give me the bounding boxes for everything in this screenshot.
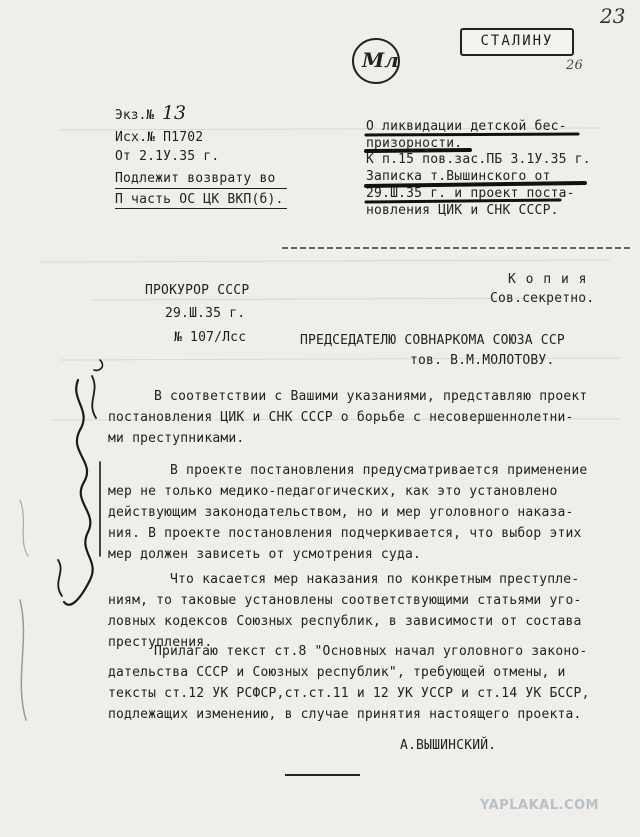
body-line: В проекте постановления предусматривается применение bbox=[170, 463, 588, 478]
body-line: Что касается мер наказания по конкретным преступле- bbox=[170, 572, 580, 587]
subject-line-3: К п.15 пов.зас.ПБ 3.1У.35 г. bbox=[366, 152, 591, 167]
body-line: мер должен зависеть от усмотрения суда. bbox=[108, 547, 422, 562]
subject-line-5: 29.Ш.35 г. и проект поста- bbox=[366, 186, 575, 201]
return-note-line-2: П часть ОС ЦК ВКП(б). bbox=[115, 192, 284, 207]
body-line: дательства СССР и Союзных республик", требующей отмены, и bbox=[108, 665, 566, 680]
subject-line-4: Записка т.Вышинского от bbox=[366, 169, 551, 184]
secret-mark: Сов.секретно. bbox=[490, 291, 595, 306]
body-line: В соответствии с Вашими указаниями, представляю проект bbox=[154, 389, 588, 404]
body-line: мер не только медико-педагогических, как это установлено bbox=[108, 484, 558, 499]
pencil-annotation: 26 bbox=[566, 58, 583, 73]
addressee-line-2: тов. В.М.МОЛОТОВУ. bbox=[410, 353, 555, 368]
body-line: ми преступниками. bbox=[108, 431, 245, 446]
page-number: 23 bbox=[600, 4, 626, 28]
subject-line-6: новления ЦИК и СНК СССР. bbox=[366, 203, 559, 218]
body-line: подлежащих изменению, в случае принятия настоящего проекта. bbox=[108, 707, 582, 722]
addressee-line-1: ПРЕДСЕДАТЕЛЮ СОВНАРКОМА СОЮЗА ССР bbox=[300, 333, 565, 348]
subject-line-1: О ликвидации детской бес- bbox=[366, 119, 567, 134]
return-note-line-1: Подлежит возврату во bbox=[115, 171, 276, 186]
body-line: постановления ЦИК и СНК СССР о борьбе с несовершеннолетни- bbox=[108, 410, 574, 425]
body-line: преступления. bbox=[108, 635, 213, 650]
outgoing-number: Исх.№ П1702 bbox=[115, 130, 204, 145]
copy-number: 13 bbox=[161, 102, 187, 124]
sender-date: 29.Ш.35 г. bbox=[165, 306, 246, 321]
subject-line-2: призорности. bbox=[366, 136, 463, 151]
outgoing-date: От 2.1У.35 г. bbox=[115, 149, 220, 164]
sender-title: ПРОКУРОР СССР bbox=[145, 283, 250, 298]
sender-ref: № 107/Лсс bbox=[174, 330, 247, 345]
copy-mark: К о п и я bbox=[508, 272, 588, 287]
body-line: тексты ст.12 УК РСФСР,ст.ст.11 и 12 УК УССР и ст.14 УК БССР, bbox=[108, 686, 590, 701]
body-line: действующим законодательством, но и мер уголовного наказа- bbox=[108, 505, 574, 520]
copy-label: Экз.№ bbox=[115, 108, 155, 123]
initials-text: Мл bbox=[362, 48, 399, 72]
body-line: ловных кодексов Союзных республик, в зависимости от состава bbox=[108, 614, 582, 629]
watermark: YAPLAKAL.COM bbox=[480, 798, 599, 813]
signature: А.ВЫШИНСКИЙ. bbox=[400, 738, 497, 753]
stalin-stamp: СТАЛИНУ bbox=[460, 28, 574, 56]
body-line: Прилагаю текст ст.8 "Основных начал уголовного законо- bbox=[154, 644, 588, 659]
body-line: ниям, то таковые установлены соответствующими статьями уго- bbox=[108, 593, 582, 608]
body-line: ния. В проекте постановления подчеркивается, что выбор этих bbox=[108, 526, 582, 541]
